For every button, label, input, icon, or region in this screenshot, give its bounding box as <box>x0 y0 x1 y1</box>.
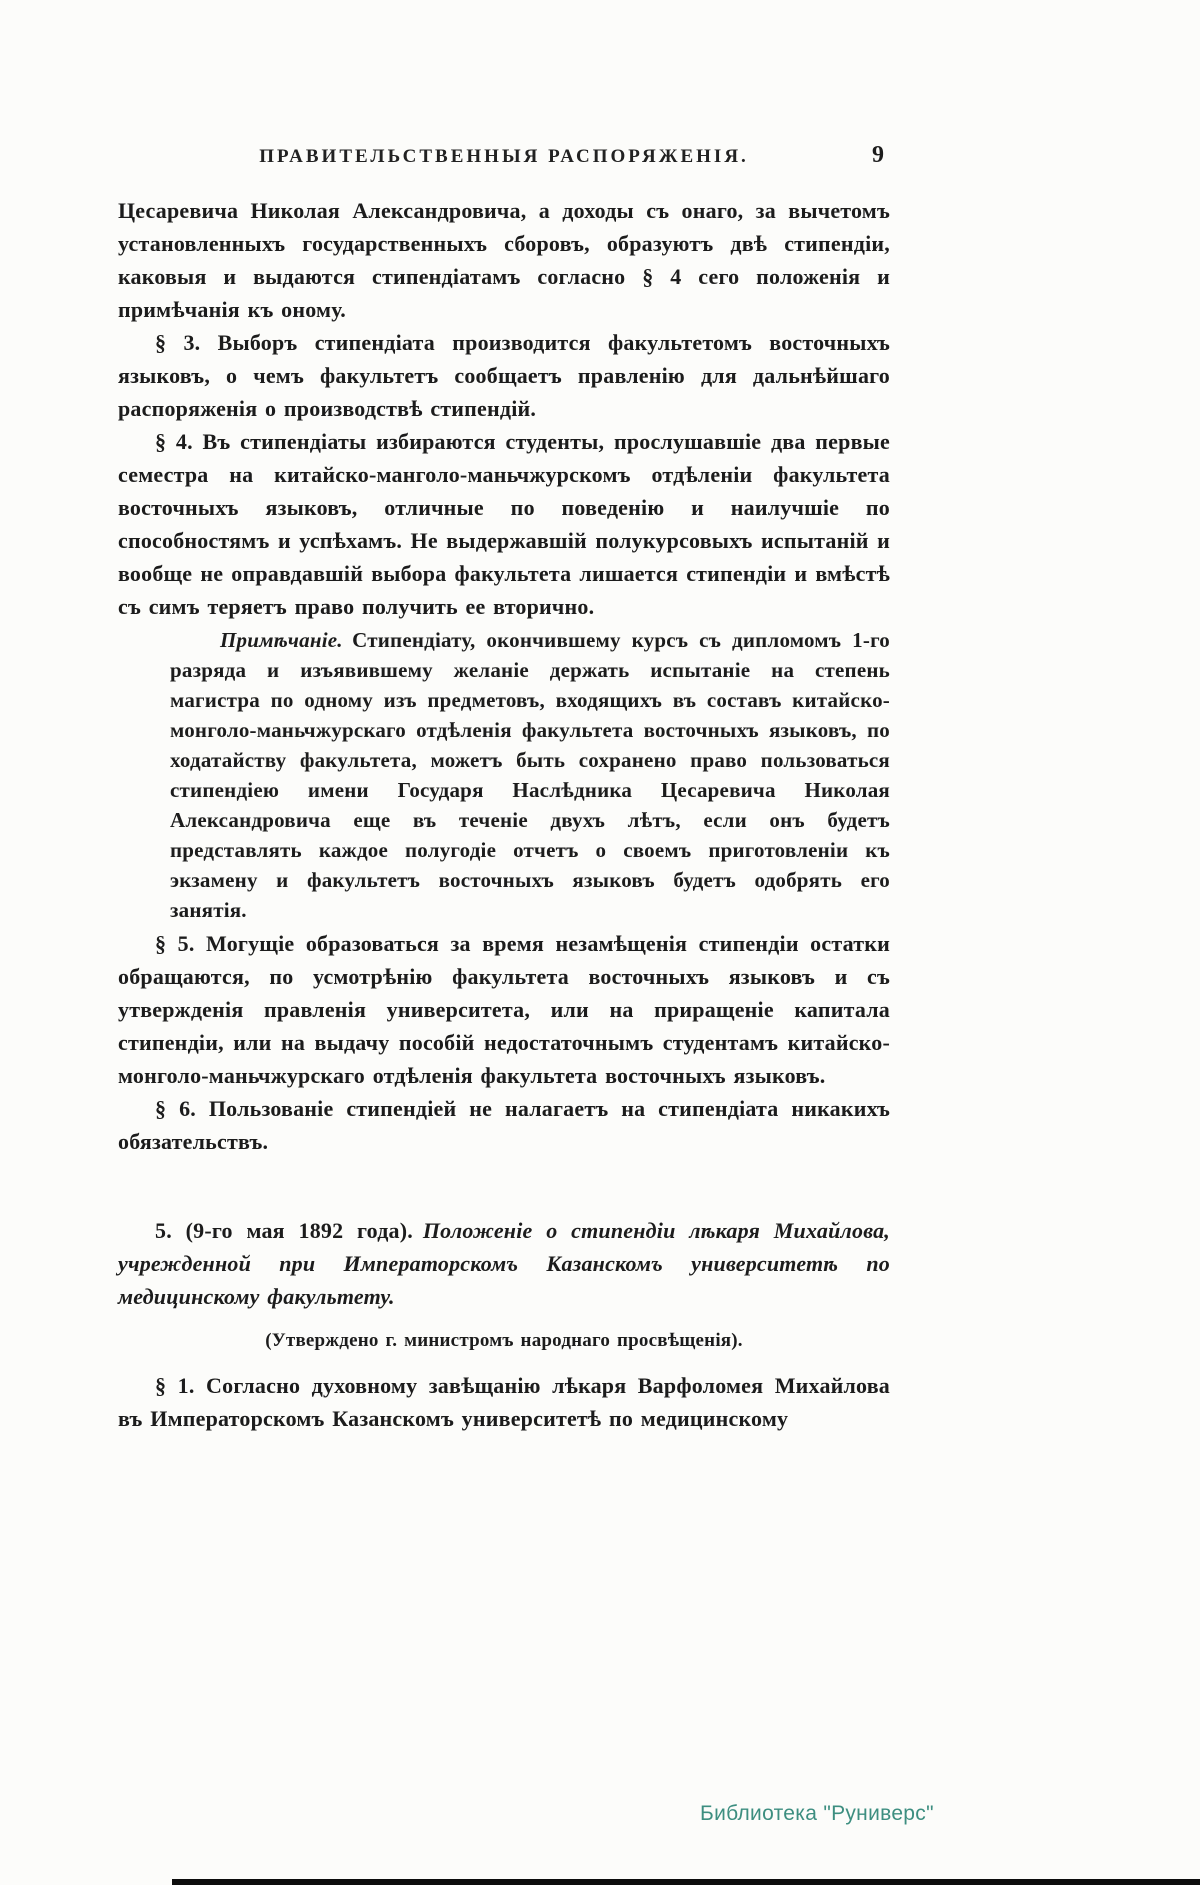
scan-edge-artifact <box>172 1879 1200 1885</box>
paragraph-continuation: Цесаревича Николая Александровича, а доходы съ онаго, за вычетомъ установленныхъ государственныхъ сборовъ, образуютъ двѣ стипендіи, каковыя и выдаются стипендіатамъ согласно § 4 сего положенія и примѣчанія къ оному. <box>118 198 890 322</box>
approval-line: (Утверждено г. министромъ народнаго просвѣщенія). <box>265 1330 743 1351</box>
page-header <box>118 142 890 168</box>
library-watermark: Библиотека "Руниверс" <box>700 1802 934 1825</box>
paragraph-section-6: § 6. Пользованіе стипендіей не налагаетъ на стипендіата никакихъ обязательствъ. <box>118 1096 890 1154</box>
note-label: Примѣчаніе. <box>220 628 343 652</box>
paragraph-section-5: § 5. Могущіе образоваться за время незамѣщенія стипендіи остатки обращаются, по усмотрѣнію факультета восточныхъ языковъ и съ утвержденія правленія университета, или на приращеніе капитала стипендіи, или на выдачу пособій недостаточнымъ студентамъ китайско-монголо-маньчжурскаго отдѣленія факультета восточныхъ языковъ. <box>118 931 890 1088</box>
item-5-title: Положеніе о стипендіи лѣкаря Михайлова, учрежденной при Императорскомъ Казанскомъ университетѣ по медицинскому факультету. <box>118 1218 890 1309</box>
note-text: Стипендіату, окончившему курсъ съ дипломомъ 1-го разряда и изъявившему желаніе держать испытаніе на степень магистра по одному изъ предметовъ, входящихъ въ составъ китайско-монголо-маньчжурскаго отдѣленія факультета восточныхъ языковъ, по ходатайству факультета, можетъ быть сохранено право пользоваться стипендіею имени Государя Наслѣдника Цесаревича Николая Александровича еще въ теченіе двухъ лѣтъ, если онъ будетъ представлять каждое полугодіе отчетъ о своемъ приготовленіи къ экзамену и факультетъ восточныхъ языковъ будетъ одобрять его занятія. <box>170 628 890 922</box>
paragraph-section-1: § 1. Согласно духовному завѣщанію лѣкаря Варфоломея Михайлова въ Императорскомъ Казанскомъ университетѣ по медицинскому <box>118 1373 890 1431</box>
paragraph-section-4: § 4. Въ стипендіаты избираются студенты, прослушавшіе два первые семестра на китайско-манголо-маньчжурскомъ отдѣленіи факультета восточныхъ языковъ, отличные по поведенію и наилучшіе по способностямъ и успѣхамъ. Не выдержавшій полукурсовыхъ испытаній и вообще не оправдавшій выбора факультета лишается стипендіи и вмѣстѣ съ симъ теряетъ право получить ее вторично. <box>118 429 890 619</box>
running-title: ПРАВИТЕЛЬСТВЕННЫЯ РАСПОРЯЖЕНІЯ. <box>259 146 749 167</box>
paragraph-section-3: § 3. Выборъ стипендіата производится факультетомъ восточныхъ языковъ, о чемъ факультетъ сообщаетъ правленію для дальнѣйшаго распоряженія о производствѣ стипендій. <box>118 330 890 421</box>
text-block <box>118 194 890 1435</box>
item-5-date-prefix: 5. (9-го мая 1892 года). <box>155 1218 413 1243</box>
note-paragraph <box>170 623 890 927</box>
item-5-heading <box>118 1214 890 1313</box>
page-number: 9 <box>872 142 884 168</box>
